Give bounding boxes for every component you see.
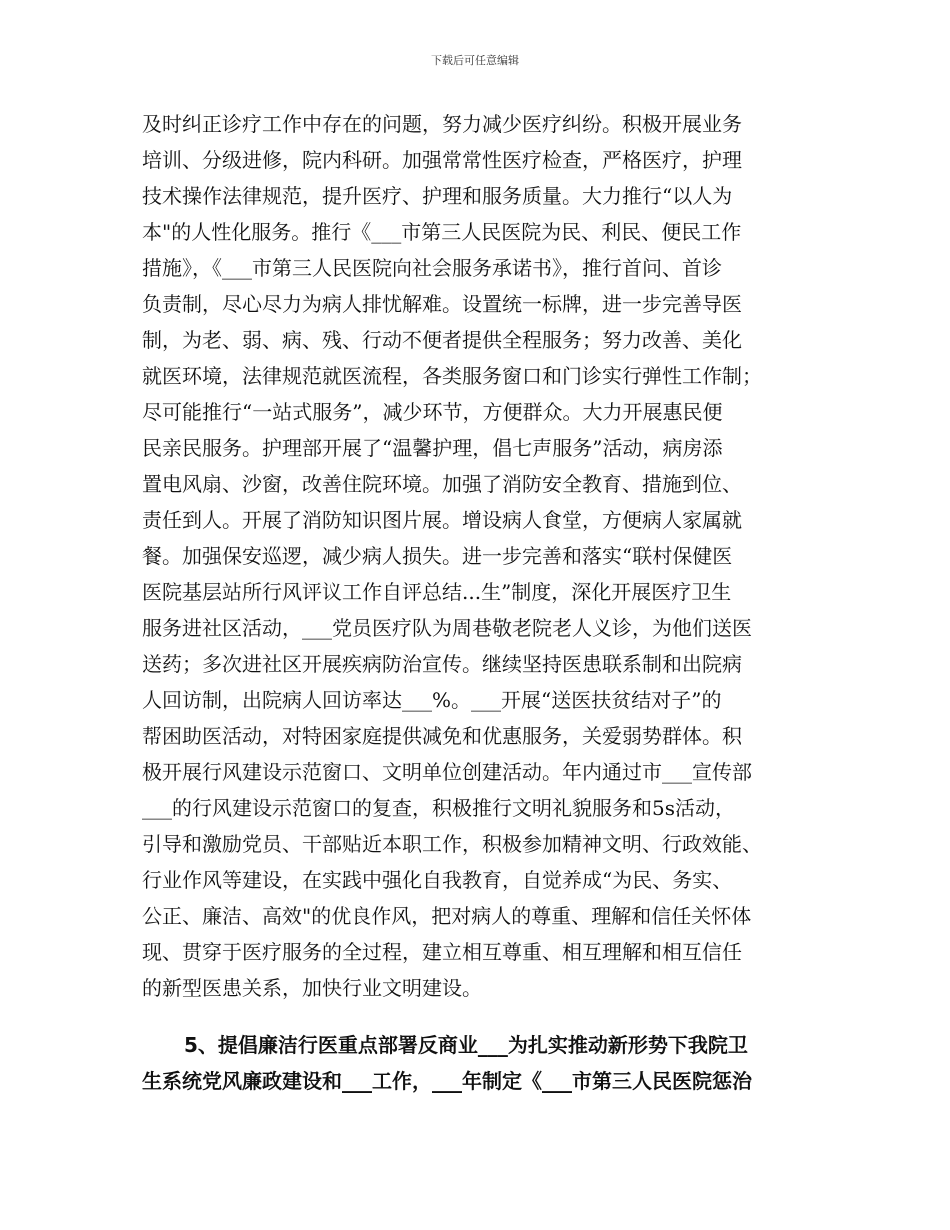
text-line: 就医环境，法律规范就医流程，各类服务窗口和门诊实行弹性工作制；	[142, 364, 762, 388]
text-line: 民亲民服务。护理部开展了“温馨护理，倡七声服务”活动，病房添	[142, 436, 723, 460]
text-line: 引导和激励党员、干部贴近本职工作，积极参加精神文明、行政效能、	[142, 832, 762, 856]
page-header: 下载后可任意编辑	[431, 54, 519, 67]
text-line: 行业作风等建设，在实践中强化自我教育，自觉养成“为民、务实、	[142, 868, 733, 892]
text-line: 培训、分级进修，院内科研。加强常常性医疗检查，严格医疗，护理	[142, 148, 742, 172]
text-line: 及时纠正诊疗工作中存在的问题，努力减少医疗纠纷。积极开展业务	[142, 112, 742, 136]
text-line: 尽可能推行“一站式服务”，减少环节，方便群众。大力开展惠民便	[142, 400, 723, 424]
text-line: 人回访制，出院病人回访率达___%。___开展“送医扶贫结对子”的	[142, 688, 722, 712]
text-line: 的新型医患关系，加快行业文明建设。	[142, 976, 482, 1000]
text-line: 现、贯穿于医疗服务的全过程，建立相互尊重、相互理解和相互信任	[142, 940, 742, 964]
text-line: 技术操作法律规范，提升医疗、护理和服务质量。大力推行“以人为	[142, 184, 733, 208]
text-line: 措施》，《___市第三人民医院向社会服务承诺书》，推行首问、首诊	[142, 256, 722, 280]
text-line: 置电风扇、沙窗，改善住院环境。加强了消防安全教育、措施到位、	[142, 472, 742, 496]
section-5-heading	[142, 1027, 832, 1099]
text-line: 服务进社区活动，___党员医疗队为周巷敬老院老人义诊，为他们送医	[142, 616, 752, 640]
section-heading-line: 5、提倡廉洁行医重点部署反商业___为扎实推动新形势下我院卫	[184, 1033, 748, 1057]
text-line: 送药；多次进社区开展疾病防治宣传。继续坚持医患联系制和出院病	[142, 652, 742, 676]
text-line: 医院基层站所行风评议工作自评总结...生”制度，深化开展医疗卫生	[142, 580, 732, 604]
section-heading-line: 生系统党风廉政建设和___工作，___年制定《___市第三人民医院惩治	[142, 1069, 752, 1093]
text-line: 公正、廉洁、高效"的优良作风，把对病人的尊重、理解和信任关怀体	[142, 904, 752, 928]
text-line: 责任到人。开展了消防知识图片展。增设病人食堂，方便病人家属就	[142, 508, 742, 532]
text-line: 本"的人性化服务。推行《___市第三人民医院为民、利民、便民工作	[142, 220, 742, 244]
text-line: 餐。加强保安巡逻，减少病人损失。进一步完善和落实“联村保健医	[142, 544, 733, 568]
text-line: 制，为老、弱、病、残、行动不便者提供全程服务；努力改善、美化	[142, 328, 742, 352]
text-line: 极开展行风建设示范窗口、文明单位创建活动。年内通过市___宣传部	[142, 760, 752, 784]
text-line: ___的行风建设示范窗口的复查，积极推行文明礼貌服务和5s活动，	[142, 796, 735, 820]
body-paragraph	[142, 106, 832, 1006]
text-line: 帮困助医活动，对特困家庭提供减免和优惠服务，关爱弱势群体。积	[142, 724, 742, 748]
text-line: 负责制，尽心尽力为病人排忧解难。设置统一标牌，进一步完善导医	[142, 292, 742, 316]
